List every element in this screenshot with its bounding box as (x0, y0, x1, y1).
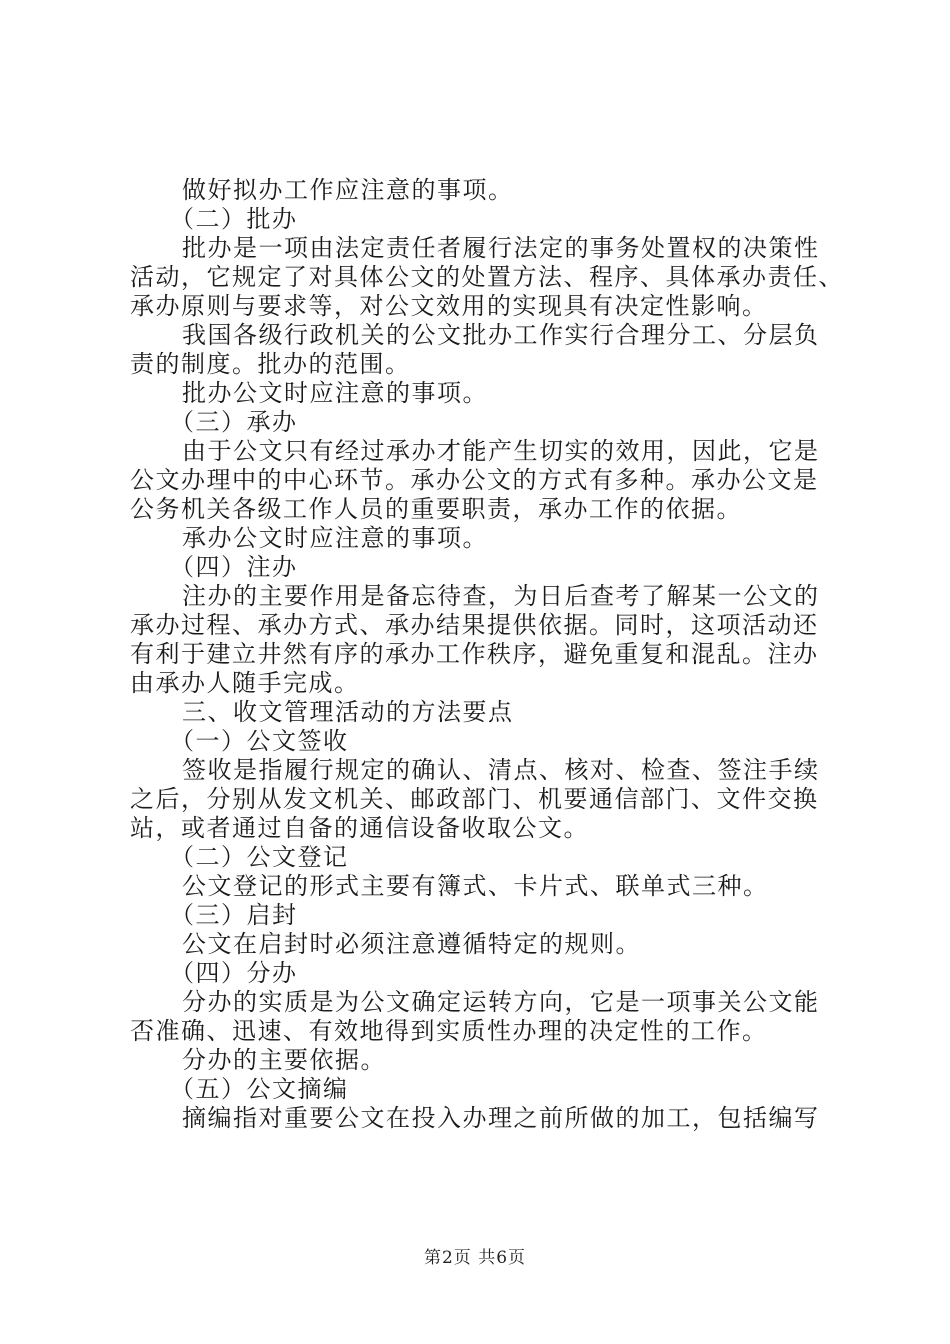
section-heading: （二）批办 (170, 205, 298, 233)
text-line: 批办公文时应注意的事项。 (182, 379, 488, 407)
section-heading: （四）分办 (170, 959, 298, 987)
text-line: 承办原则与要求等，对公文效用的实现具有决定性影响。 (130, 292, 768, 320)
text-line: 公文在启封时必须注意遵循特定的规则。 (182, 930, 641, 958)
section-heading: （一）公文签收 (170, 727, 349, 755)
text-line: 由于公文只有经过承办才能产生切实的效用，因此，它是 (182, 437, 820, 465)
text-line: 否准确、迅速、有效地得到实质性办理的决定性的工作。 (130, 1017, 768, 1045)
text-line: 之后，分别从发文机关、邮政部门、机要通信部门、文件交换 (130, 785, 819, 813)
text-line: 有利于建立井然有序的承办工作秩序，避免重复和混乱。注办 (130, 640, 819, 668)
text-line: 我国各级行政机关的公文批办工作实行合理分工、分层负 (182, 321, 820, 349)
text-line: 分办的主要依据。 (182, 1046, 386, 1074)
text-line: 站，或者通过自备的通信设备收取公文。 (130, 814, 589, 842)
text-line: 注办的主要作用是备忘待查，为日后查考了解某一公文的 (182, 582, 820, 610)
text-line: 由承办人随手完成。 (130, 669, 360, 697)
text-line: 公文办理中的中心环节。承办公文的方式有多种。承办公文是 (130, 466, 819, 494)
text-line: 活动，它规定了对具体公文的处置方法、程序、具体承办责任、 (130, 263, 844, 291)
document-body (130, 176, 844, 1133)
section-heading: （四）注办 (170, 553, 298, 581)
page-footer: 第2页 共6页 (423, 1248, 527, 1268)
text-line: 责的制度。批办的范围。 (130, 350, 411, 378)
text-line: 承办过程、承办方式、承办结果提供依据。同时，这项活动还 (130, 611, 819, 639)
section-heading: （二）公文登记 (170, 843, 349, 871)
text-line: 批办是一项由法定责任者履行法定的事务处置权的决策性 (182, 234, 820, 262)
text-line: 做好拟办工作应注意的事项。 (182, 176, 514, 204)
text-line: 公务机关各级工作人员的重要职责，承办工作的依据。 (130, 495, 742, 523)
section-heading: （五）公文摘编 (170, 1075, 349, 1103)
text-line: 摘编指对重要公文在投入办理之前所做的加工，包括编写 (182, 1104, 820, 1132)
section-heading: （三）承办 (170, 408, 298, 436)
text-line: 公文登记的形式主要有簿式、卡片式、联单式三种。 (182, 872, 769, 900)
text-line: 承办公文时应注意的事项。 (182, 524, 488, 552)
text-line: 分办的实质是为公文确定运转方向，它是一项事关公文能 (182, 988, 820, 1016)
text-line: 三、收文管理活动的方法要点 (182, 698, 514, 726)
text-line: 签收是指履行规定的确认、清点、核对、检查、签注手续 (182, 756, 820, 784)
section-heading: （三）启封 (170, 901, 298, 929)
